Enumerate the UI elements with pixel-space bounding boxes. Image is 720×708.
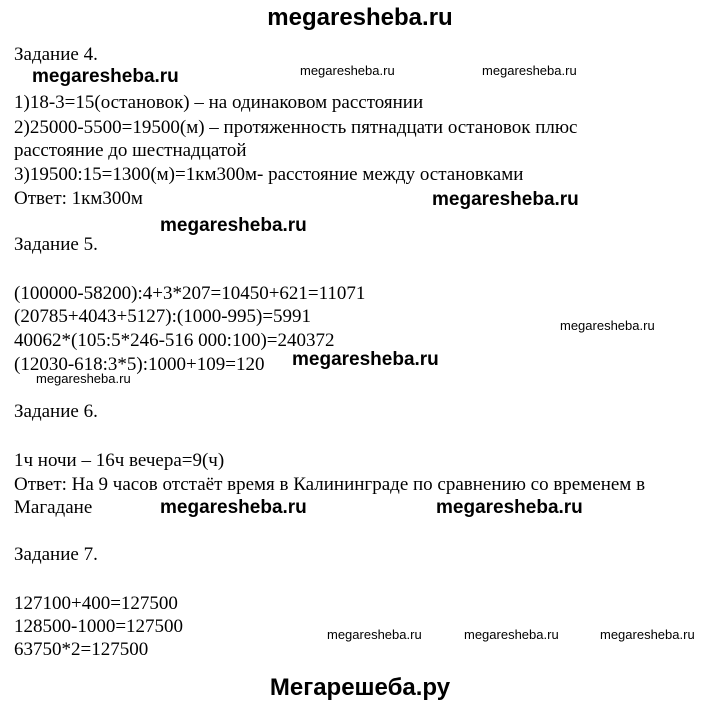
watermark: megaresheba.ru xyxy=(464,627,559,642)
site-footer: Мегарешеба.ру xyxy=(269,674,451,701)
watermark: megaresheba.ru xyxy=(300,63,395,78)
task-5-line: 40062*(105:5*246-516 000:100)=240372 xyxy=(14,330,335,351)
task-7-line: 63750*2=127500 xyxy=(14,639,149,660)
task-5-line: (20785+4043+5127):(1000-995)=5991 xyxy=(14,306,312,327)
watermark: megaresheba.ru xyxy=(36,371,131,386)
watermark: megaresheba.ru xyxy=(292,349,439,370)
task-6-answer: Ответ: На 9 часов отстаёт время в Калининграде по сравнению со временем в xyxy=(14,474,646,495)
watermark: megaresheba.ru xyxy=(600,627,695,642)
task-6-line: 1ч ночи – 16ч вечера=9(ч) xyxy=(14,450,225,471)
watermark: megaresheba.ru xyxy=(160,215,307,236)
task-4-line: 3)19500:15=1300(м)=1км300м- расстояние между остановками xyxy=(14,164,524,185)
task-7-line: 128500-1000=127500 xyxy=(14,616,184,637)
task-6-title: Задание 6. xyxy=(14,401,98,422)
task-5-title: Задание 5. xyxy=(14,234,98,255)
task-7-title: Задание 7. xyxy=(14,544,98,565)
watermark: megaresheba.ru xyxy=(160,497,307,518)
watermark: megaresheba.ru xyxy=(436,497,583,518)
task-4-line: расстояние до шестнадцатой xyxy=(14,140,247,161)
task-4-line: 2)25000-5500=19500(м) – протяженность пятнадцати остановок плюс xyxy=(14,117,578,138)
task-5-line: (100000-58200):4+3*207=10450+621=11071 xyxy=(14,283,366,304)
task-4-line: 1)18-3=15(остановок) – на одинаковом расстоянии xyxy=(14,92,424,113)
task-4-title: Задание 4. xyxy=(14,44,98,65)
watermark: megaresheba.ru xyxy=(32,66,179,87)
task-4-answer: Ответ: 1км300м xyxy=(14,188,143,209)
task-7-line: 127100+400=127500 xyxy=(14,593,178,614)
watermark: megaresheba.ru xyxy=(482,63,577,78)
task-5-line: (12030-618:3*5):1000+109=120 xyxy=(14,354,265,375)
watermark: megaresheba.ru xyxy=(432,189,579,210)
task-6-line: Магадане xyxy=(14,497,93,518)
watermark: megaresheba.ru xyxy=(327,627,422,642)
site-header: megaresheba.ru xyxy=(267,4,453,31)
watermark: megaresheba.ru xyxy=(560,318,655,333)
